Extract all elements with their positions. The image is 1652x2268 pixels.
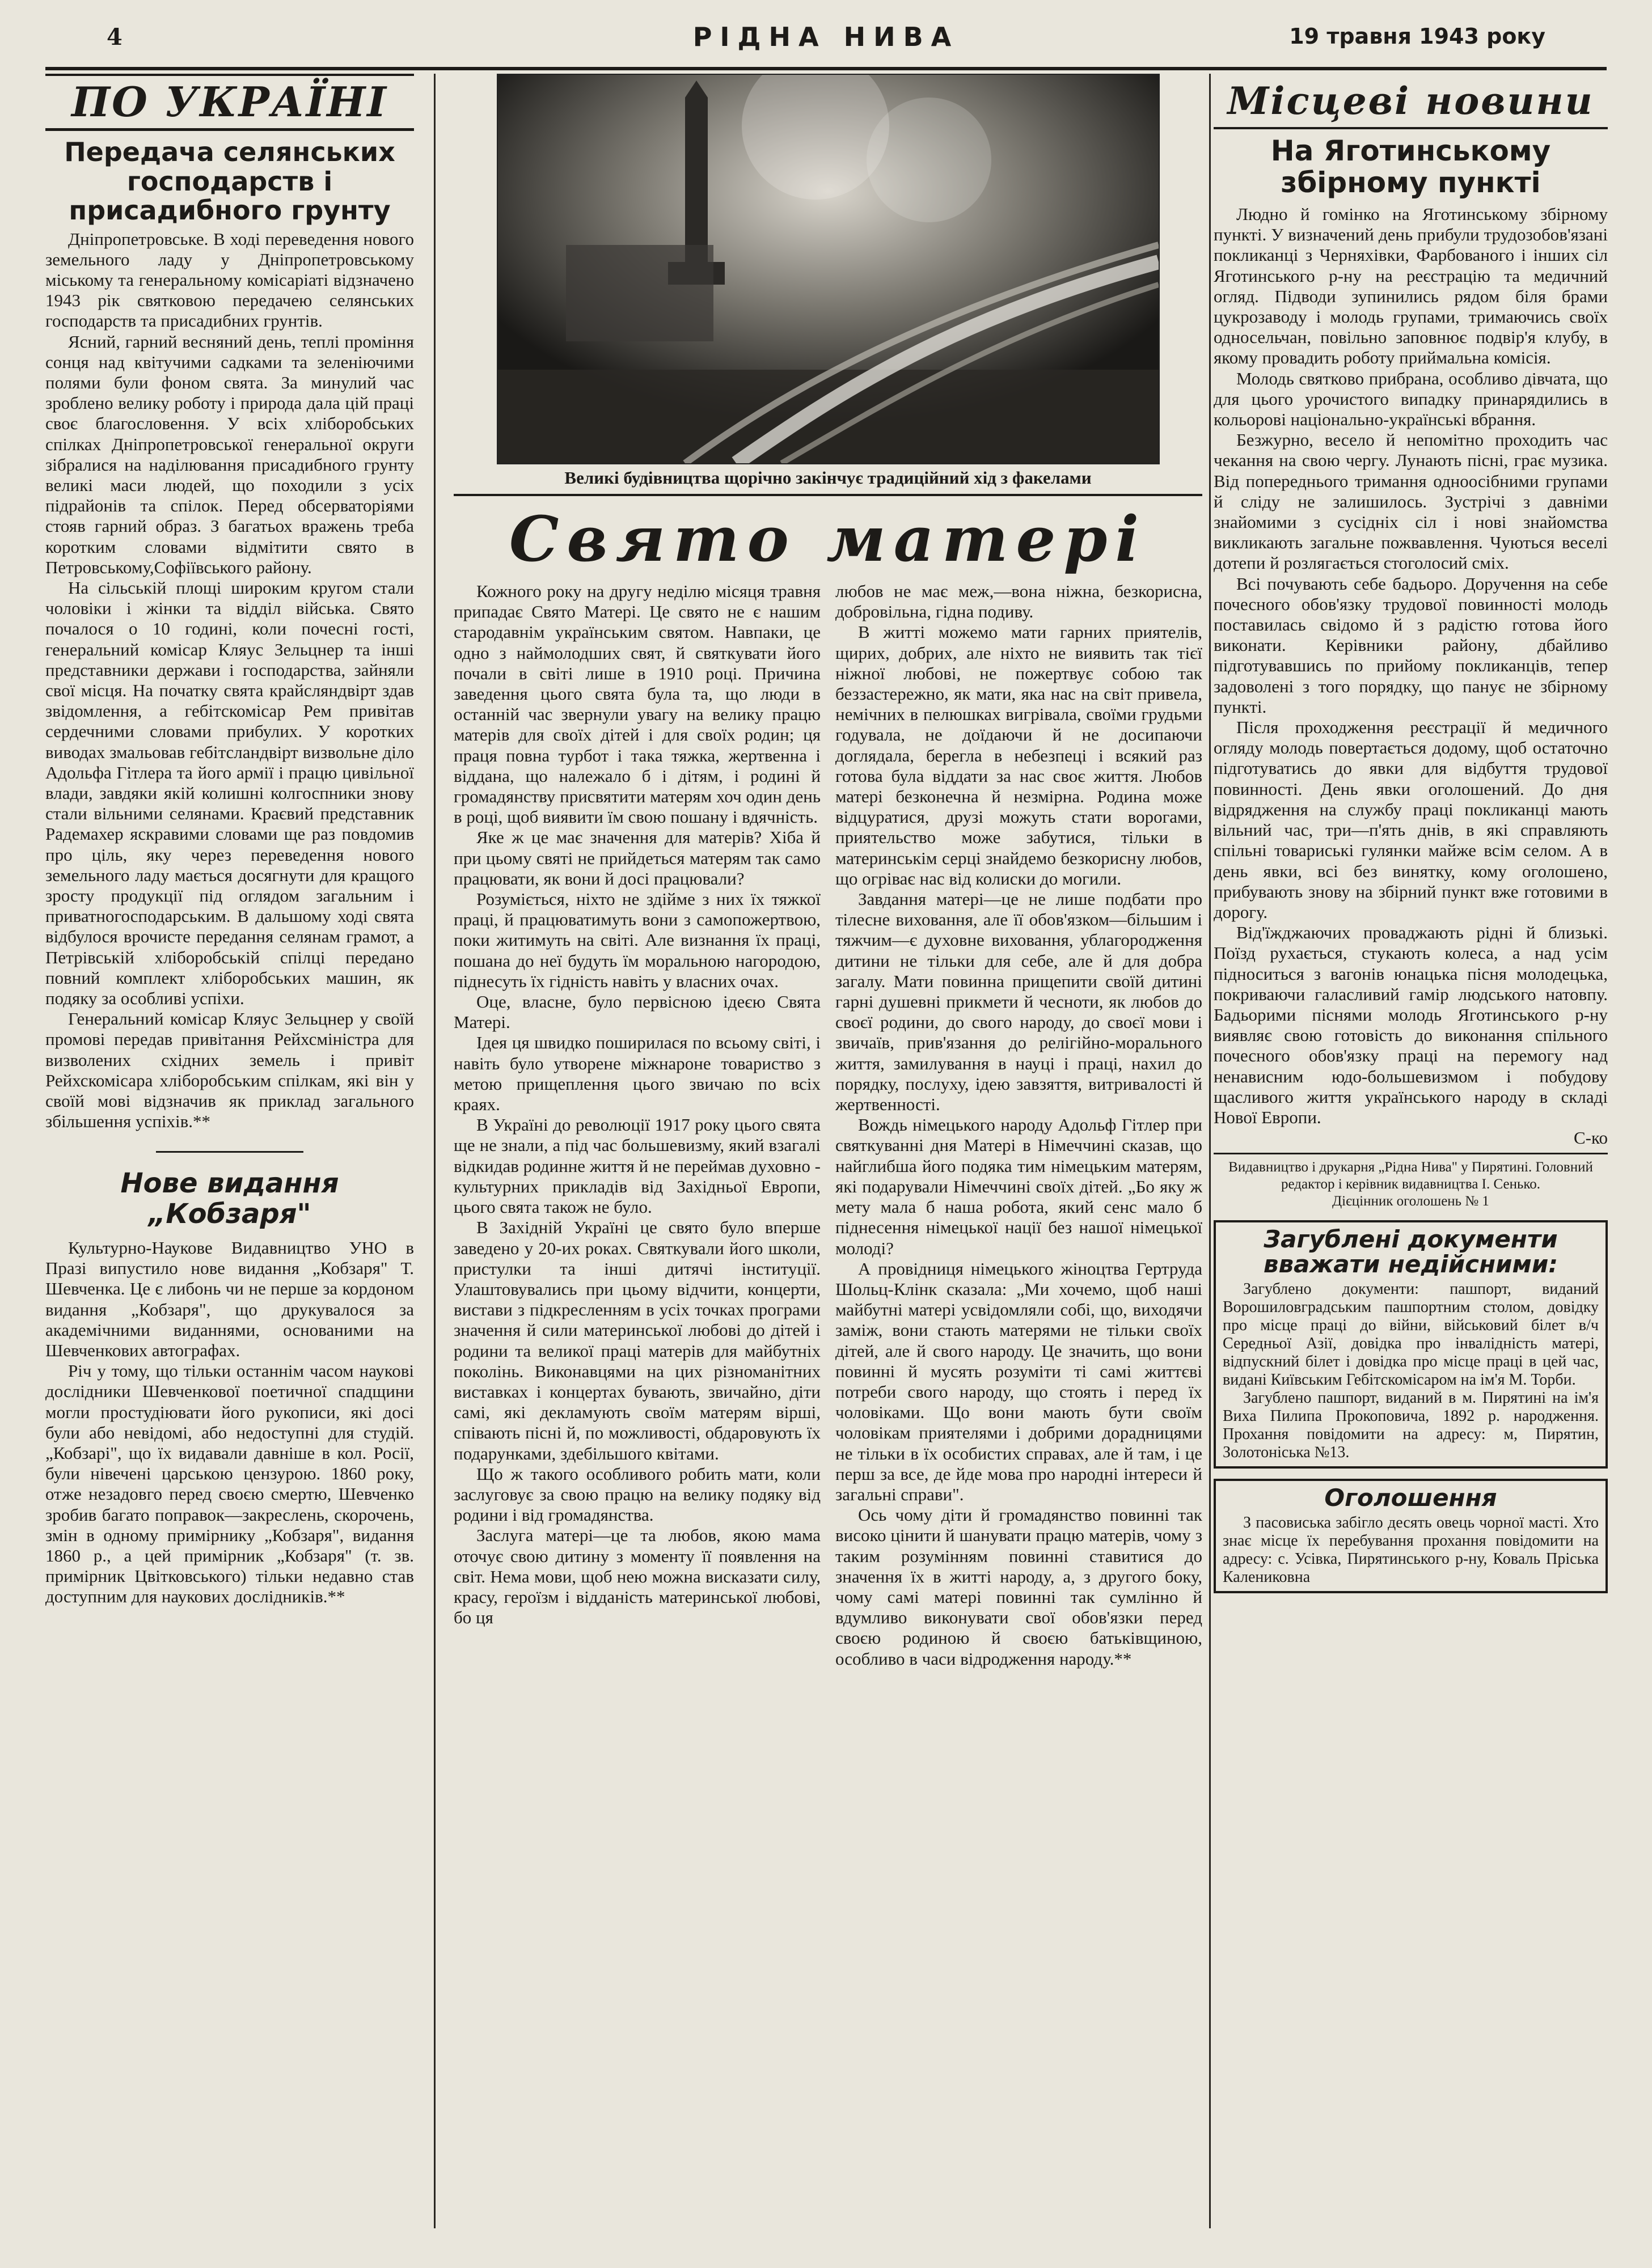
- section-rule: [1214, 1153, 1608, 1154]
- notice-paragraph: Загублено документи: пашпорт, виданий Ворошиловградським пашпортним столом, довідку про місце праці до війни, військовий білет в/ч Середньої Азії, довідка про інвалідність матері, відпускний білет і довідка про місце праці в цей час, видані Київським Гебітскомісаром на ім'я М. Торби.: [1223, 1280, 1599, 1389]
- section-rubric-ukraine: ПО УКРАЇНІ: [45, 74, 414, 131]
- lost-documents-title: Загублені документи вважати недійсними:: [1263, 1225, 1558, 1279]
- article-headline-land-transfer: Передача селянських господарств і присадибного грунту: [64, 137, 395, 226]
- article-paragraph: Вождь німецького народу Адольф Гітлер при святкуванні дня Матері в Німеччині сказав, що найглибша його подяка тим німецьким матерям, які подарували Німеччині своїх дітей. „Бо яку ж мету мала б наша робота, який сенс мало б піднесення німецької нації без нашої німецької молоді?: [835, 1115, 1202, 1258]
- article-paragraph: Розуміється, ніхто не здійме з них їх тяжкої праці, й працюватимуть вони з самопожертвою, поки житимуть на світі. Але визнання їх праці, пошана до неї будуть їм моральною нагородою, піднесуть їх гідність навіть у власних очах.: [454, 889, 821, 991]
- issue-date: 19 травня 1943 року: [1289, 24, 1545, 49]
- article-paragraph: Кожного року на другу неділю місяця травня припадає Свято Матері. Це свято не є нашим стародавнім українським святом. Навпаки, це одно з наймолодших свят, й святкувати його почали в світі лише в 1910 році. Причина заведення цього свята була та, що люди в останній час звернули увагу на велику працю матерів для своїх дітей і для своїх родин; ця праця повна турбот і така тяжка, жертвенна і віддана, що належало б і дітям, і родині й громадянству присвятити матерям хоч один день в році, щоб виявити їм свою пошану і вдячність.: [454, 581, 821, 827]
- article-paragraph: Людно й гомінко на Яготинському збірному пункті. У визначений день прибули трудозобов'язані покликанці з Черняхівки, Фарбованого і інших сіл Яготинського р-ну на реєстрацію та медичний огляд. Підводи зупинились рядом біля брами цукрозаводу і молодь групами, тримаючись своїх односельчан, повільно заповнює подвір'я клубу, в якому провадить роботу приймальна комісія.: [1214, 204, 1608, 368]
- article-paragraph: Дніпропетровське. В ході переведення нового земельного ладу у Дніпропетровському міському та генеральному комісаріаті відзначено 1943 рік святковою передачею селянських господарств та присадибних грунтів.: [45, 229, 414, 331]
- announcements-title: Оголошення: [1324, 1484, 1497, 1512]
- article-separator: [156, 1151, 303, 1153]
- section-rubric-local-news: Місцеві новини: [1214, 75, 1608, 129]
- article-paragraph: Молодь святково прибрана, особливо дівчата, що для цього урочистого випадку принарядились в кольорові національно-українські вбрання.: [1214, 368, 1608, 430]
- article-paragraph: Ось чому діти й громадянство повинні так високо цінити й шанувати працю матерів, чому з таким розумінням повинні ставитися до значення їх в житті народу, а, з другого боку, чому самі матері повинні так сумлінно й вдумливо виконувати свої обов'язки перед своєю родиною й своєю батьківщиною, особливо в часи відродження народу.**: [835, 1505, 1202, 1669]
- article-paragraph: любов не має меж,—вона ніжна, безкорисна, добровільна, гідна подиву.: [835, 581, 1202, 622]
- article-paragraph: Заслуга матері—це та любов, якою мама оточує свою дитину з моменту її появлення на світ. Нема мови, щоб нею можна висказати силу, красу, героїзм і відданість материнської любові, бо ця: [454, 1525, 821, 1628]
- article-headline-yagotyn: На Яготинському збірному пункті: [1270, 134, 1551, 199]
- mothers-day-article-body: [454, 581, 1202, 1669]
- header-rule: [45, 67, 1607, 70]
- article-paragraph: Після проходження реєстрації й медичного огляду молодь повертається додому, щоб остаточно підготуватись до явки для відбуття трудової повинності. День явки оголошений. До дня відрядження на службу праці покликанці мають вільний час, три—п'ять днів, в які справляють спільні товариські гулянки майже всім селом. А в день явки, всі без винятку, кому оголошено, прибувають знову на збірний пункт вже готовими в дорогу.: [1214, 717, 1608, 922]
- article-signature: С-ко: [1574, 1128, 1608, 1148]
- article-paragraph: В Західній Україні це свято було вперше заведено у 20-их роках. Святкували його школи, пристулки та інші дитячі інституції. Улаштовувались при цьому відчити, концерти, вистави з підкресленням в усіх точках програми значення й сили материнської любові до дітей і родини та великої праці матерів для майбутніх поколінь. Виконавцями на цих різноманітних виставках і концертах бувають, звичайно, діти самі, які декламують своїм матерям вірші, співають пісні й, по можливості, обдаровують їх подарунками, здебільшого квітами.: [454, 1217, 821, 1463]
- article-paragraph: Оце, власне, було первісною ідеєю Свята Матері.: [454, 992, 821, 1033]
- article-headline-kobzar: Нове видання „Кобзаря": [120, 1167, 339, 1230]
- newspaper-name: РІДНА НИВА: [692, 22, 960, 52]
- article-title-mothers-day: Свято матері: [454, 494, 1202, 574]
- article-paragraph: Безжурно, весело й непомітно проходить час чекання на свою чергу. Лунають пісні, грає музика. Від попереднього тримання одноосібними групами й сліду не залишилось. Зустрічі з давніми знайомими з сусідніх сіл і нові знайомства викликають загальне пожвавлення. Чуються веселі дотепи й розлягається стоголосий сміх.: [1214, 430, 1608, 573]
- page-header: [45, 22, 1607, 67]
- article-paragraph: Річ у тому, що тільки останнім часом наукові дослідники Шевченкової поетичної спадщини могли простудіювати його рукописи, які досі були або невідомі, або недоступні для студій. „Кобзарі", що їх видавали давніше в кол. Росії, були нівечені царською цензурою. 1860 року, отже незадовго перед своєю смертю, Шевченко зробив багато поправок—закреслень, скорочень, змін в одному примірнику „Кобзаря", видання 1860 р., а цей примірник „Кобзаря" (т. зв. примірник Цвітковського) тільки недавно став доступним для наукових дослідників.**: [45, 1361, 414, 1607]
- lost-documents-box: [1214, 1220, 1608, 1469]
- imprint-text: Видавництво і друкарня „Рідна Нива" у Пирятині. Головний редактор і керівник видавництва І. Сенько.: [1228, 1160, 1593, 1192]
- article-paragraph: Що ж такого особливого робить мати, коли заслуговує за свою працю на велику подяку від родини і від громадянства.: [454, 1463, 821, 1525]
- article-paragraph: На сільській площі широким кругом стали чоловіки і жінки та відділ війська. Свято почалося о 10 годині, коли почесні гості, генеральний комісар Кляус Зельцнер та інші представники держави і господарства, зайняли свої місця. На початку свята крайсляндвірт здав звідомлення, а гебітскомісар Рем привітав сердечними словами прибулих. У коротких виводах змальовав гебітсландвірт визвольне діло Адольфа Гітлера та його армії і працю цивільної влади, завдяки якій колишні колгоспники знову стали вільними селянами. Краєвий представник Радемахер яскравими словами ще раз повдомив про ціль, яку через переведення нового земельного ладу мається досягнути для кращого зросту продукції під оглядом загальним і приватногосподарським. В дальшому ході свята відбулося врочисте передання селянам грамот, а Петрівській хліборобській спілці передано повний комплект хліборобських машин, як подяку за особливі успіхи.: [45, 578, 414, 1009]
- page-number: 4: [107, 24, 122, 50]
- right-column: [1214, 74, 1608, 1593]
- left-column: [45, 74, 414, 1607]
- article-paragraph: В житті можемо мати гарних приятелів, щирих, добрих, але ніхто не виявить так тієї ніжної любові, не пожертвує собою так беззастережно, як мати, яка нас на світ привела, немічних в пелюшках вигрівала, своїми грудьми годувала, не доїдаючи й не досипаючи доглядала, берегла в небезпеці і всякий раз готова була віддати за нас своє життя. Любов матері безконечна й незмірна. Родина може відцуратися, друзі можуть стати ворогами, приятельство може забутися, тільки в материнськім серці знайдемо безкорисну любов, що огріває нас від колиски до могили.: [835, 622, 1202, 888]
- column-divider-left: [434, 74, 436, 2228]
- article-paragraph: Генеральний комісар Кляус Зельцнер у своїй промові передав привітання Рейхсміністра для визволених східних земель і привіт Рейхскомісара хліборобським спілкам, які він у своїй мові відзначив як приклад загального збільшення успіхів.**: [45, 1009, 414, 1132]
- middle-column: [454, 74, 1202, 1669]
- article-paragraph: Всі почувають себе бадьоро. Доручення на себе почесного обов'язку трудової повинності молодь поставилась свідомо й з радістю готова його виконати. Керівники району, дбайливо підготувавшись по прийому покликанців, тепер задоволені з того порядку, що панує не збірному пункті.: [1214, 573, 1608, 717]
- column-divider-right: [1209, 74, 1211, 2228]
- torch-procession-photo: [497, 74, 1160, 464]
- article-paragraph: Культурно-Наукове Видавництво УНО в Празі випустило нове видання „Кобзаря" Т. Шевченка. Це є либонь чи не перше за кордоном видання „Кобзаря", що друкувалося за академічними виданнями, основаними на Шевченкових автографах.: [45, 1237, 414, 1360]
- article-subcolumn: [454, 581, 821, 1669]
- article-subcolumn: [835, 581, 1202, 1669]
- photo-caption: Великі будівництва щорічно закінчує традиційний хід з факелами: [564, 468, 1092, 488]
- notice-paragraph: Загублено пашпорт, виданий в м. Пирятині на ім'я Виха Пилипа Прокоповича, 1892 р. народження. Прохання повідомити на адресу: м, Пирятин, Золотоніська №13.: [1223, 1389, 1599, 1462]
- announcement-text: З пасовиська забігло десять овець чорної масті. Хто знає місце їх перебування прохання повідомити на адресу: с. Усівка, Пирятинського р-ну, Коваль Пріська Калениковна: [1223, 1514, 1599, 1586]
- article-paragraph: Від'їжджаючих проваджають рідні й близькі. Поїзд рухається, стукають колеса, а над усім підноситься з вагонів юнацька пісня молодецька, покриваючи галасливий гамір людського натовпу. Бадьорими піснями молодь Яготинського р-ну виявляє свою готовість до виконання спільного почесного обов'язку праці на перемогу над ненависним юдо-большевизмом і побудову щасливого життя українського народу в складі Нової Европи.: [1214, 923, 1608, 1127]
- article-paragraph: Яке ж це має значення для матерів? Хіба й при цьому святі не прийдеться матерям так само працювати, як вони й досі працювали?: [454, 827, 821, 888]
- article-paragraph: А провідниця німецького жіноцтва Гертруда Шольц-Клінк сказала: „Ми хочемо, щоб наші майбутні матері усвідомляли собі, що, виходячи заміж, вони стають матерями не тільки своїх дітей, але й свого народу. Це значить, що вони повинні й мусять розуміти ті самі життєві потреби свого народу, що стоять і перед їх чоловіками. Що вони мають бути своїм чоловікам приятелями і добрими дорадницями не тільки в їх особистих справах, але й там, і це перш за все, де йде мова про народні інтереси й загальні справи".: [835, 1258, 1202, 1504]
- article-paragraph: Ідея ця швидко поширилася по всьому світі, і навіть було утворене міжнароне товариство з метою прищеплення цього звичаю по всіх краях.: [454, 1033, 821, 1115]
- article-paragraph: Завдання матері—це не лише подбати про тілесне виховання, але її обов'язком—більшим і тяжчим—є духовне виховання, ублагородження дитини не тільки для себе, але й для добра загалу. Мати повинна прищепити своїй дитині гарні душевні прикмети й чесноти, як любов до своєї родини, до свого народу, до своєї мови і звичаїв, прив'язання до релігійно-морального життя, замилування в науці і праці, нахил до порядку, послуху, ідею завзяття, витривалості й жертвенності.: [835, 889, 1202, 1115]
- article-paragraph: В Україні до революції 1917 року цього свята ще не знали, а під час большевизму, який взагалі відкидав родинне життя й не переймав духовно - культурних прикладів від Західньої Европи, цього свята також не було.: [454, 1115, 821, 1217]
- article-paragraph: Ясний, гарний весняний день, теплі проміння сонця над квітучими садками та зеленіючими полями були фоном свята. За минулий час зроблено велику роботу і природа дала цій праці своє благословення. У всіх хліборобських спілках Дніпропетровської генеральної округи зібралися на наділювання присадибного грунту великі маси людей, що походили з усіх підрайонів та спілок. Перед обсерваторіями стояв гарний образ. З багатьох вражень треба коротким словами відмітити свято в Петровському,Софіївського району.: [45, 331, 414, 577]
- announcements-box: [1214, 1479, 1608, 1593]
- ad-price-text: Дієцінник оголошень № 1: [1332, 1194, 1489, 1209]
